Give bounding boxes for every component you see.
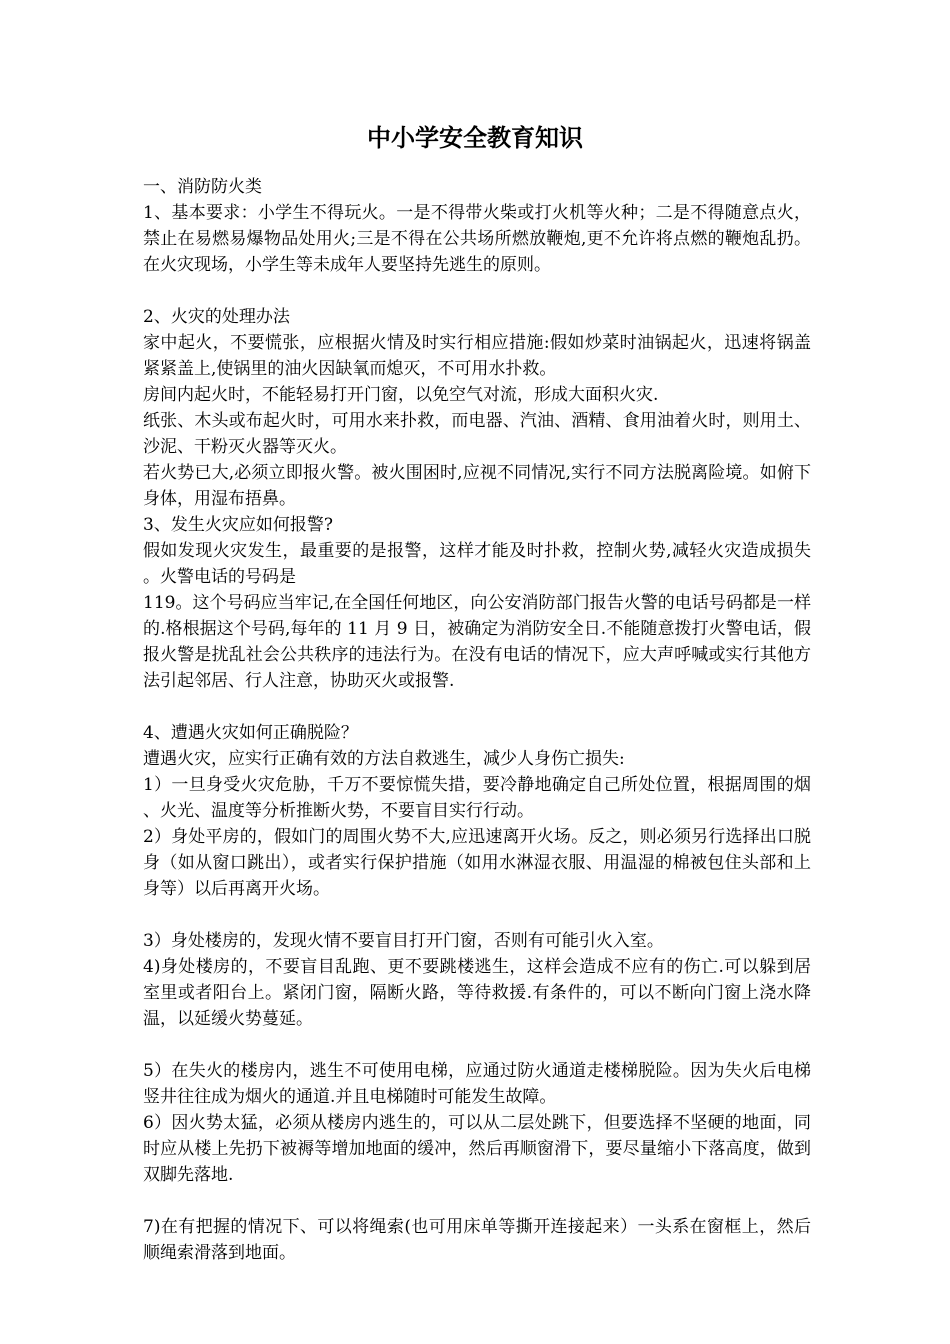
paragraph-large-fire: 若火势已大,必须立即报火警。被火围困时,应视不同情况,实行不同方法脱离险境。如俯下身体，用湿布捂鼻。 (143, 463, 811, 509)
paragraph-escape-intro: 遭遇火灾，应实行正确有效的方法自救逃生，减少人身伤亡损失: (143, 749, 625, 769)
subheading-escape: 4、遭遇火灾如何正确脱险？ (143, 723, 358, 743)
paragraph-spacer (143, 278, 811, 304)
document-title: 中小学安全教育知识 (367, 123, 583, 152)
paragraph-119: 119。这个号码应当牢记,在全国任何地区，向公安消防部门报告火警的电话号码都是一样的.格根据这个号码,每年的 11 月 9 日，被确定为消防安全日.不能随意拨打火警电话，假报火警是扰乱社会公共秩序的违法行为。在没有电话的情况下，应大声呼喊或实行其他方法引起邻居、行人注意，协助灭火或报警. (143, 593, 811, 691)
document-body (143, 174, 811, 1266)
paragraph-spacer (143, 1032, 811, 1058)
paragraph-home-fire: 家中起火，不要慌张，应根据火情及时实行相应措施:假如炒菜时油锅起火，迅速将锅盖紧紧盖上,使锅里的油火因缺氧而熄灭，不可用水扑救。 (143, 333, 811, 379)
subheading-report-fire: 3、发生火灾应如何报警? (143, 515, 333, 535)
list-item-escape-2: 2）身处平房的，假如门的周围火势不大,应迅速离开火场。反之，则必须另行选择出口脱身（如从窗口跳出），或者实行保护措施（如用水淋湿衣服、用温湿的棉被包住头部和上身等）以后再离开火场。 (143, 827, 811, 899)
paragraph-basic-requirements: 1、基本要求：小学生不得玩火。一是不得带火柴或打火机等火种；二是不得随意点火，禁止在易燃易爆物品处用火;三是不得在公共场所燃放鞭炮,更不允许将点燃的鞭炮乱扔。在火灾现场，小学生等未成年人要坚持先逃生的原则。 (143, 203, 811, 275)
list-item-escape-6: 6）因火势太猛，必须从楼房内逃生的，可以从二层处跳下，但要选择不坚硬的地面，同时应从楼上先扔下被褥等增加地面的缓冲，然后再顺窗滑下，要尽量缩小下落高度，做到双脚先落地. (143, 1113, 811, 1185)
list-item-escape-3: 3）身处楼房的，发现火情不要盲目打开门窗，否则有可能引火入室。 (143, 931, 664, 951)
list-item-escape-5: 5）在失火的楼房内，逃生不可使用电梯，应通过防火通道走楼梯脱险。因为失火后电梯竖井往往成为烟火的通道.并且电梯随时可能发生故障。 (143, 1061, 811, 1107)
section-heading-fire: 一、消防防火类 (143, 177, 262, 197)
paragraph-spacer (143, 1188, 811, 1214)
paragraph-room-fire: 房间内起火时，不能轻易打开门窗，以免空气对流，形成大面积火灾. (143, 385, 659, 405)
paragraph-spacer (143, 694, 811, 720)
paragraph-spacer (143, 902, 811, 928)
paragraph-material-fire: 纸张、木头或布起火时，可用水来扑救，而电器、汽油、酒精、食用油着火时，则用土、沙泥、干粉灭火器等灭火。 (143, 411, 811, 457)
subheading-fire-handling: 2、火灾的处理办法 (143, 307, 290, 327)
list-item-escape-7: 7)在有把握的情况下、可以将绳索(也可用床单等撕开连接起来）一头系在窗框上，然后顺绳索滑落到地面。 (143, 1217, 811, 1263)
paragraph-report-importance: 假如发现火灾发生，最重要的是报警，这样才能及时扑救，控制火势,减轻火灾造成损失。火警电话的号码是 (143, 541, 811, 587)
list-item-escape-4: 4)身处楼房的，不要盲目乱跑、更不要跳楼逃生，这样会造成不应有的伤亡.可以躲到居室里或者阳台上。紧闭门窗，隔断火路，等待救援.有条件的，可以不断向门窗上浇水降温，以延缓火势蔓延。 (143, 957, 811, 1029)
list-item-escape-1: 1）一旦身受火灾危胁，千万不要惊慌失措，要冷静地确定自己所处位置，根据周围的烟、火光、温度等分析推断火势，不要盲目实行行动。 (143, 775, 811, 821)
